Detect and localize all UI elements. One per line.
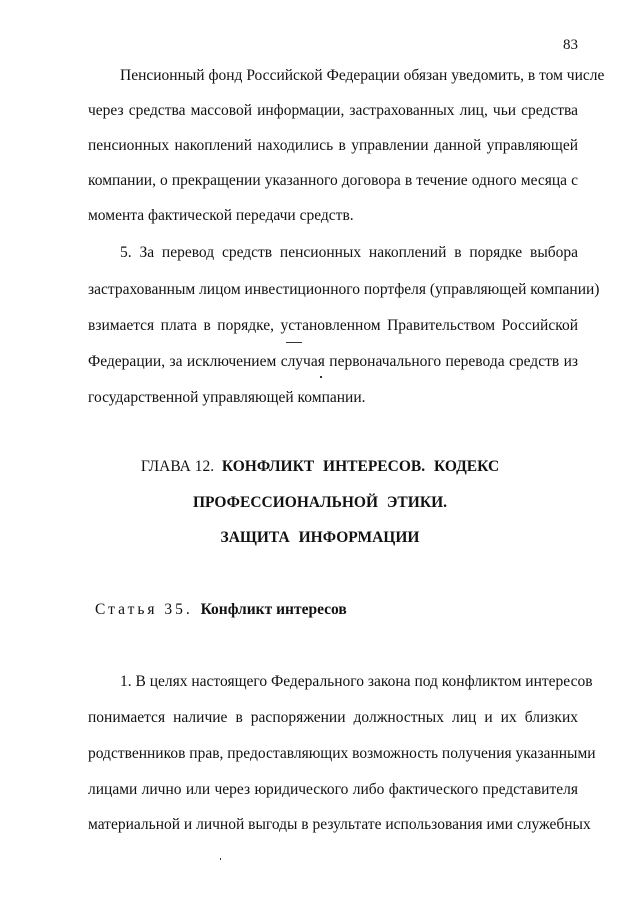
paragraph-3-line-1: 1. В целях настоящего Федерального закона под конфликтом интересов <box>120 673 593 690</box>
paragraph-1-line-4: компании, о прекращении указанного договора в течение одного месяца с <box>88 172 578 189</box>
page-number: 83 <box>563 37 578 53</box>
article-title: Конфликт интересов <box>200 601 347 618</box>
paragraph-3-line-2: понимается наличие в распоряжении должностных лиц и их близких <box>88 709 578 726</box>
paragraph-1-line-2: через средства массовой информации, застрахованных лиц, чьи средства <box>88 102 578 119</box>
article-label: Статья 35. <box>95 601 193 618</box>
chapter-heading-line-1 <box>0 457 640 477</box>
paragraph-2-line-1: 5. За перевод средств пенсионных накоплений в порядке выбора <box>120 244 578 261</box>
chapter-title-line-2: ПРОФЕССИОНАЛЬНОЙ ЭТИКИ. <box>193 494 447 511</box>
paragraph-2-line-5: государственной управляющей компании. <box>88 389 366 406</box>
paragraph-2-line-3: взимается плата в порядке, установленном Правительством Российской <box>88 317 578 334</box>
scan-mark <box>320 376 322 378</box>
chapter-title-line-3: ЗАЩИТА ИНФОРМАЦИИ <box>220 529 420 546</box>
chapter-prefix: ГЛАВА 12. <box>140 458 215 475</box>
paragraph-3-line-5: материальной и личной выгоды в результате использования ими служебных <box>88 816 591 833</box>
chapter-title-line-1: КОНФЛИКТ ИНТЕРЕСОВ. КОДЕКС <box>221 458 500 475</box>
scan-mark <box>286 342 302 343</box>
paragraph-3-line-4: лицами лично или через юридического либо фактического представителя <box>88 781 578 798</box>
paragraph-1-line-5: момента фактической передачи средств. <box>88 207 354 224</box>
scan-mark <box>220 858 221 860</box>
paragraph-3-line-3: родственников прав, предоставляющих возможность получения указанными <box>88 745 596 762</box>
paragraph-2-line-4: Федерации, за исключением случая первоначального перевода средств из <box>88 353 578 370</box>
paragraph-2-line-2: застрахованным лицом инвестиционного портфеля (управляющей компании) <box>88 281 600 298</box>
chapter-heading-line-3 <box>0 528 640 548</box>
chapter-heading-line-2 <box>0 493 640 513</box>
paragraph-1-line-3: пенсионных накоплений находились в управлении данной управляющей <box>88 137 578 154</box>
article-heading <box>95 600 347 620</box>
paragraph-1-line-1: Пенсионный фонд Российской Федерации обязан уведомить, в том числе <box>120 67 605 84</box>
